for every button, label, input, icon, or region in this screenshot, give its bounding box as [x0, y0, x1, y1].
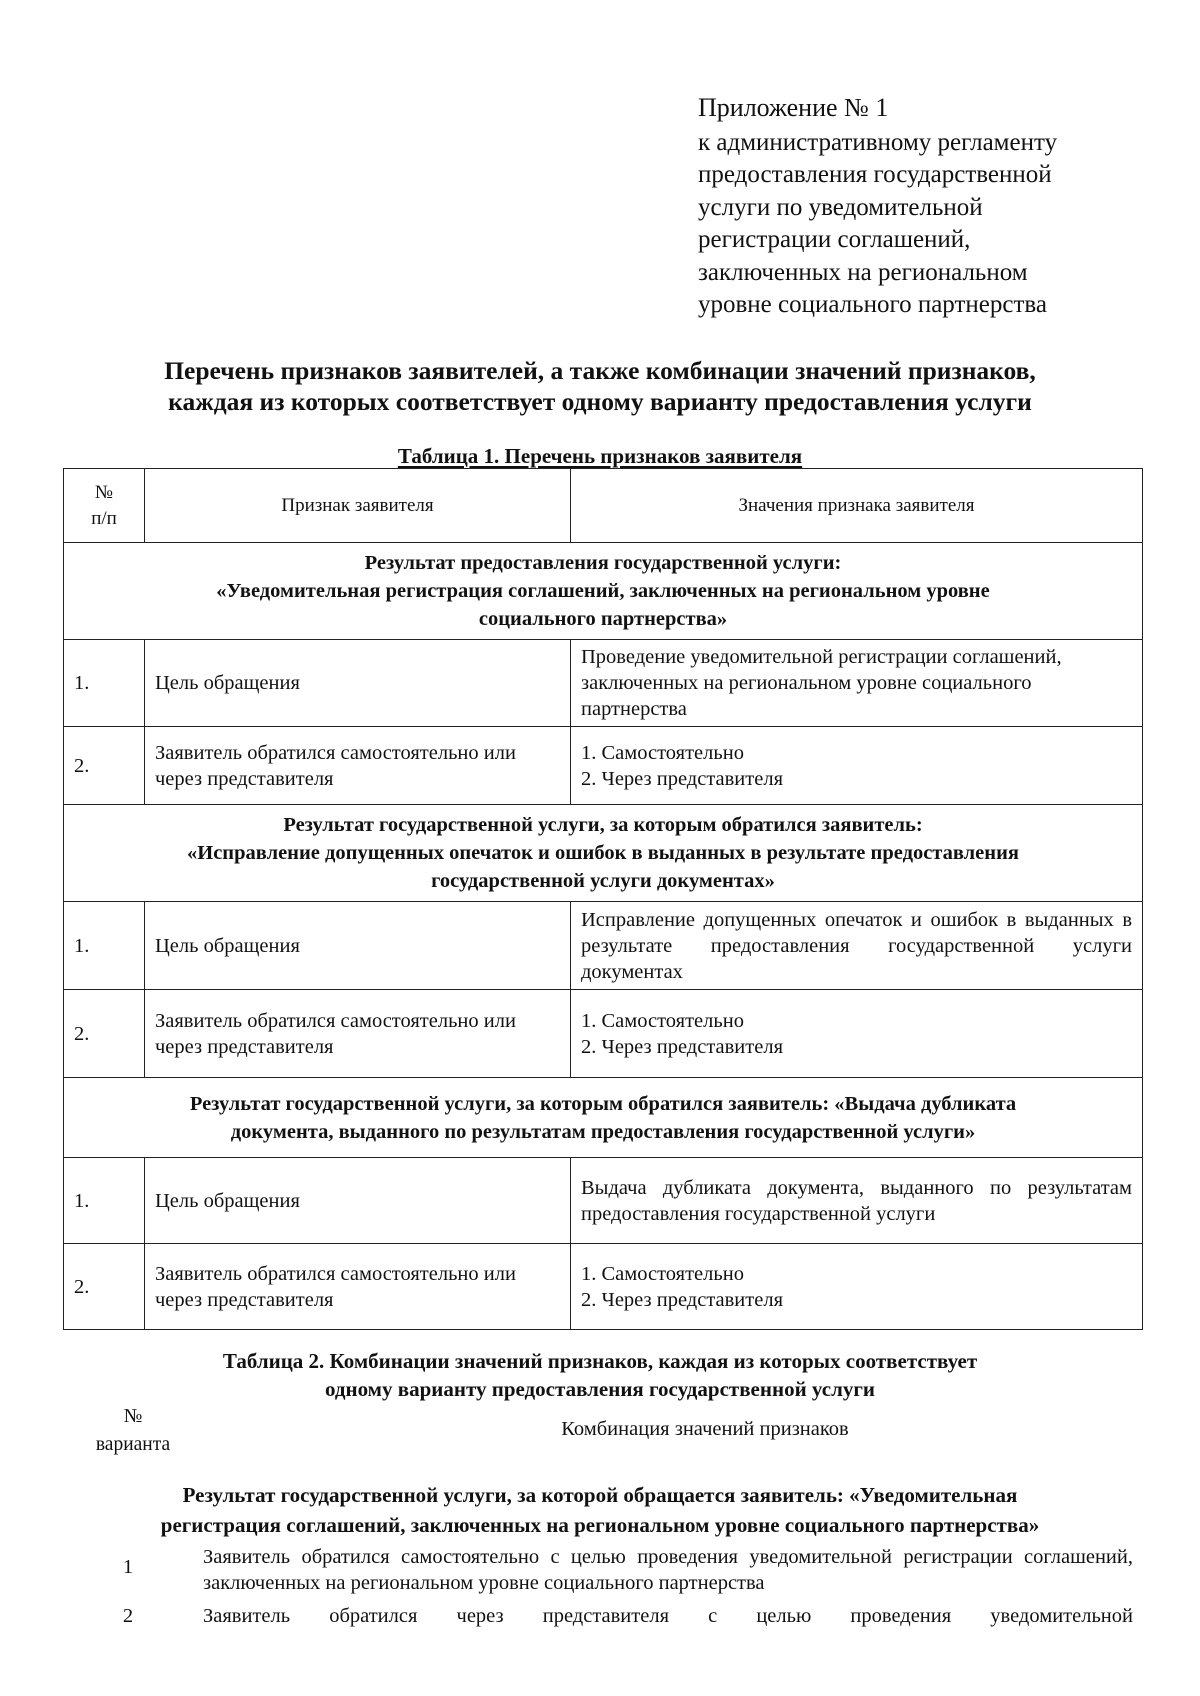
appendix-line: Приложение № 1	[698, 93, 889, 122]
row-num: 2.	[64, 1244, 145, 1330]
row-num: 1.	[64, 902, 145, 990]
section-title: Результат государственной услуги, за которым обратился заявитель: «Выдача дубликата документа, выданного по результатам предоставления государственной услуги»	[64, 1078, 1143, 1158]
row-num: 2.	[64, 990, 145, 1078]
variant-text: Заявитель обратился самостоятельно с целью проведения уведомительной регистрации соглашений, заключенных на региональном уровне социального партнерства	[203, 1546, 1133, 1594]
row-value: Выдача дубликата документа, выданного по результатам предоставления государственной услуги	[571, 1158, 1143, 1244]
row-num: 1.	[64, 1158, 145, 1244]
row-feature: Заявитель обратился самостоятельно или через представителя	[145, 990, 571, 1078]
row-num: 1.	[64, 640, 145, 727]
table2-section-title: Результат государственной услуги, за которой обращается заявитель: «Уведомительная регистрация соглашений, заключенных на региональном уровне социального партнерства»	[160, 1483, 1040, 1537]
row-feature: Заявитель обратился самостоятельно или через представителя	[145, 727, 571, 805]
appendix-block	[698, 92, 1168, 322]
section-title: Результат предоставления государственной услуги: «Уведомительная регистрация соглашений, заключенных на региональном уровне социального партнерства»	[64, 543, 1143, 640]
list-item	[90, 1544, 1140, 1600]
header-values: Значения признака заявителя	[571, 469, 1143, 543]
table-row	[64, 727, 1143, 805]
page-title	[100, 355, 1100, 417]
table-row	[64, 640, 1143, 727]
header-feature: Признак заявителя	[145, 469, 571, 543]
section-row	[64, 543, 1143, 640]
row-value: 1. Самостоятельно 2. Через представителя	[571, 1244, 1143, 1330]
appendix-line: к административному регламенту	[698, 128, 1058, 156]
table-row	[64, 990, 1143, 1078]
table-row	[64, 1244, 1143, 1330]
row-num: 2.	[64, 727, 145, 805]
row-feature: Заявитель обратился самостоятельно или через представителя	[145, 1244, 571, 1330]
table2-header-num: № варианта	[95, 1406, 171, 1455]
table1-caption	[60, 444, 1140, 468]
variant-num: 1	[122, 1556, 134, 1578]
section-title: Результат государственной услуги, за которым обратился заявитель: «Исправление допущенных опечаток и ошибок в выданных в результате предоставления государственной услуги документах»	[64, 805, 1143, 902]
row-value: 1. Самостоятельно 2. Через представителя	[571, 990, 1143, 1078]
row-feature: Цель обращения	[145, 902, 571, 990]
table2-caption: Таблица 2. Комбинации значений признаков, каждая из которых соответствует одному варианту предоставления государственной услуги	[222, 1349, 978, 1401]
table1-caption-text: Таблица 1. Перечень признаков заявителя	[397, 444, 803, 468]
page-title-line: каждая из которых соответствует одному варианту предоставления услуги	[168, 387, 1032, 416]
appendix-line: уровне социального партнерства	[698, 291, 1047, 318]
row-value: 1. Самостоятельно 2. Через представителя	[571, 727, 1143, 805]
appendix-line: регистрации соглашений,	[698, 226, 971, 253]
section-row	[64, 805, 1143, 902]
table-row	[64, 902, 1143, 990]
row-value: Проведение уведомительной регистрации соглашений, заключенных на региональном уровне социального партнерства	[571, 640, 1143, 727]
appendix-line: услуги по уведомительной	[698, 193, 983, 221]
section-row	[64, 1078, 1143, 1158]
header-num: № п/п	[64, 469, 145, 543]
variant-num: 2	[122, 1605, 134, 1627]
table-row	[64, 1158, 1143, 1244]
variant-text: Заявитель обратился через представителя с целью проведения уведомительной	[203, 1605, 1133, 1627]
page-title-line: Перечень признаков заявителей, а также комбинации значений признаков,	[164, 356, 1036, 385]
table1-header-row	[64, 469, 1143, 543]
appendix-line: заключенных на региональном	[698, 258, 1028, 286]
list-item	[90, 1603, 1140, 1633]
table1	[63, 468, 1143, 1330]
row-feature: Цель обращения	[145, 1158, 571, 1244]
table2-header-combination: Комбинация значений признаков	[561, 1418, 849, 1440]
row-feature: Цель обращения	[145, 640, 571, 727]
row-value: Исправление допущенных опечаток и ошибок в выданных в результате предоставления государственной услуги документах	[571, 902, 1143, 990]
appendix-line: предоставления государственной	[698, 161, 1052, 188]
